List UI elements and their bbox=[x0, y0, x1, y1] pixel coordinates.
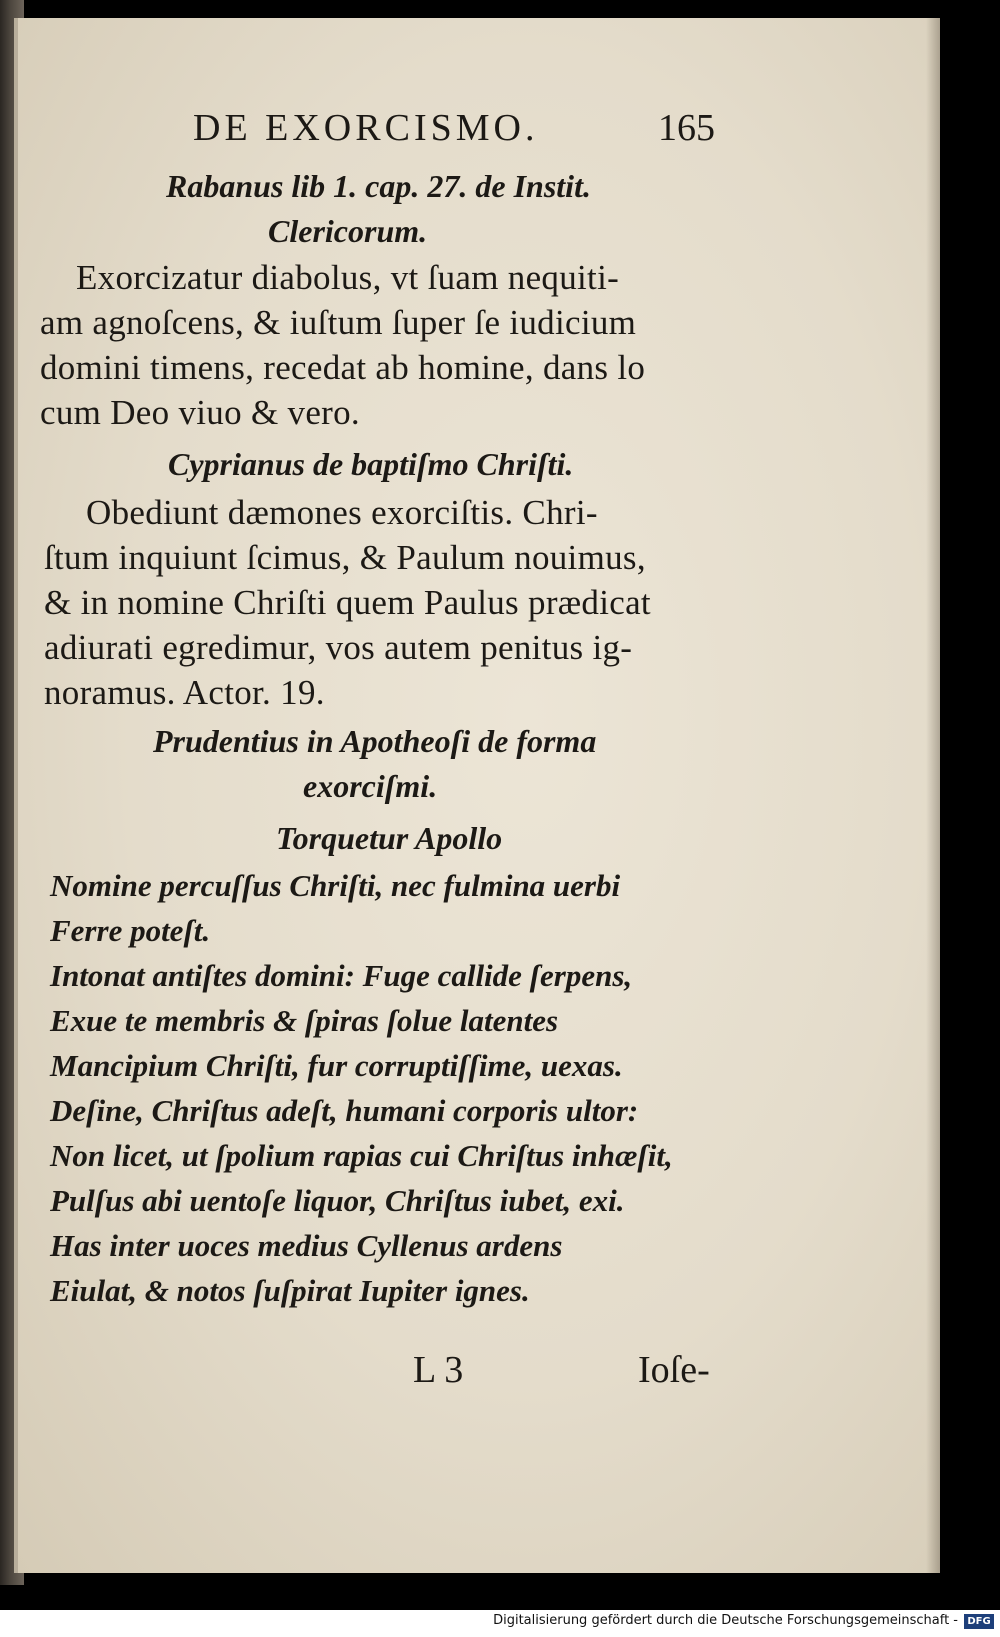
digitization-banner bbox=[0, 1610, 1000, 1637]
paragraph-line: ſtum inquiunt ſcimus, & Paulum nouimus, bbox=[44, 538, 646, 577]
section-heading-rabanus-line-2: Clericorum. bbox=[268, 213, 428, 249]
verse-line: Pulſus abi uentoſe liquor, Chriſtus iubet, exi. bbox=[50, 1183, 625, 1218]
verse-line: Non licet, ut ſpolium rapias cui Chriſtus inhæſit, bbox=[50, 1138, 673, 1173]
signature-mark: L 3 bbox=[413, 1349, 464, 1391]
book-page bbox=[14, 18, 940, 1573]
catchword: Ioſe- bbox=[638, 1349, 710, 1391]
section-heading-prudentius-line-1: Prudentius in Apotheoſi de forma bbox=[153, 723, 597, 759]
paragraph-line: domini timens, recedat ab homine, dans lo bbox=[40, 348, 646, 387]
paragraph-line: & in nomine Chriſti quem Paulus prædicat bbox=[44, 583, 651, 622]
digitization-credit: Digitalisierung gefördert durch die Deutsche Forschungsgemeinschaft - bbox=[493, 1613, 958, 1628]
verse-line: Has inter uoces medius Cyllenus ardens bbox=[50, 1228, 563, 1263]
paragraph-line: noramus. Actor. 19. bbox=[44, 673, 325, 712]
section-heading-rabanus-line-1: Rabanus lib 1. cap. 27. de Instit. bbox=[166, 168, 591, 204]
paragraph-line: cum Deo viuo & vero. bbox=[40, 393, 360, 432]
verse-line: Mancipium Chriſti, fur corruptiſſime, uexas. bbox=[50, 1048, 623, 1083]
verse-line: Nomine percuſſus Chriſti, nec fulmina uerbi bbox=[50, 868, 621, 903]
verse-line: Deſine, Chriſtus adeſt, humani corporis ultor: bbox=[50, 1093, 639, 1128]
verse-line: Ferre poteſt. bbox=[50, 913, 211, 948]
verse-line: Eiulat, & notos ſuſpirat Iupiter ignes. bbox=[50, 1273, 530, 1308]
paragraph-line: Obediunt dæmones exorciſtis. Chri- bbox=[86, 493, 598, 532]
running-head: DE EXORCISMO. bbox=[193, 107, 539, 149]
paragraph-line: Exorcizatur diabolus, vt ſuam nequiti- bbox=[76, 258, 620, 297]
verse-line: Intonat antiſtes domini: Fuge callide ſerpens, bbox=[50, 958, 633, 993]
paragraph-line: am agnoſcens, & iuſtum ſuper ſe iudicium bbox=[40, 303, 637, 342]
verse-line: Exue te membris & ſpiras ſolue latentes bbox=[50, 1003, 559, 1038]
section-heading-prudentius-line-2: exorciſmi. bbox=[303, 768, 438, 804]
paragraph-line: adiurati egredimur, vos autem penitus ig- bbox=[44, 628, 633, 667]
dfg-logo-icon: DFG bbox=[964, 1614, 994, 1629]
verse-intro: Torquetur Apollo bbox=[276, 820, 503, 856]
page-number: 165 bbox=[658, 107, 715, 149]
section-heading-cyprianus: Cyprianus de baptiſmo Chriſti. bbox=[168, 446, 574, 482]
